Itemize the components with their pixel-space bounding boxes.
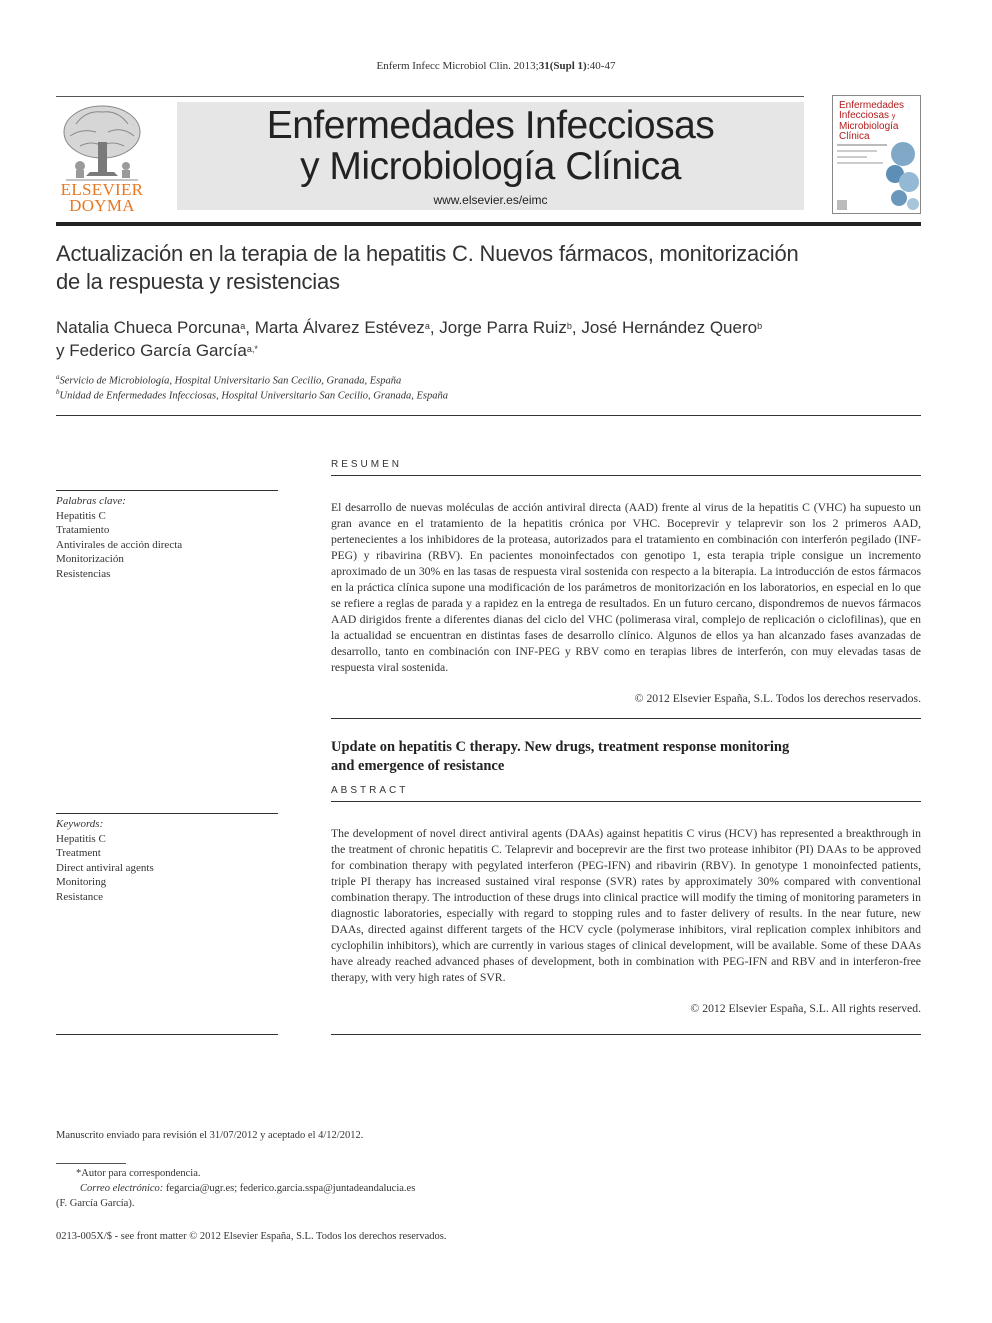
- author-separator: ,: [245, 318, 255, 337]
- header-thick-rule: [56, 222, 921, 226]
- publisher-name: ELSEVIER: [60, 180, 144, 199]
- keyword-item: Monitoring: [56, 876, 107, 888]
- correspondence-name: (F. García García).: [56, 1198, 135, 1209]
- keyword-item: Resistencias: [56, 567, 111, 580]
- keyword-item: Treatment: [56, 847, 101, 859]
- keyword-item: Direct antiviral agents: [56, 861, 154, 874]
- journal-url-link[interactable]: www.elsevier.es/eimc: [433, 193, 548, 207]
- affiliation-a: $^a$Servicio de Microbiología, Hospital Universitario San Cecilio, Granada, España: [56, 373, 402, 387]
- author-name: Jorge Parra Ruiz: [439, 318, 567, 337]
- journal-citation: Enferm Infecc Microbiol Clin. 2013;31(Supl 1):40-47: [376, 60, 616, 72]
- abstract-text: The development of novel direct antiviral agents (DAAs) against hepatitis C virus (HCV) has represented a breakthrough in the treatment of chronic hepatitis C. Telaprevir and boceprevir are the first two protease inhibitor (PI) DAAs to be approved for combination therapy with pegylated interferon (PEG-IFN) and ribavirin (RBV). In genotype 1 monoinfected patients, triple PI therapy has increased sustained viral response (SVR) rates by approximately 30% compared with conventional combination therapy. The introduction of these drugs into clinical practice will modify the timing of monitoring parameters in diagnostic laboratories, especially with regard to stopping rules and to faster delivery of results. In the near future, new DAAs, directed against different targets of the HCV cycle (polymerase inhibitors, viral replication complex inhibitors and cyclophilin inhibitors), which are currently in various stages of clinical development, will be available. Some of these DAAs have already reached advanced phases of development, both in combination with PEG-IFN and RBV and in interferon-free therapy, with very high rates of SVR.: [331, 827, 921, 984]
- abstract-bottom-rule: [331, 1034, 921, 1035]
- author-name: y Federico García García: [56, 341, 247, 360]
- correspondence-email: [80, 1183, 415, 1194]
- banner-top-rule: [56, 96, 804, 97]
- resumen-text: El desarrollo de nuevas moléculas de acción antiviral directa (AAD) frente al virus de la hepatitis C (VHC) ha supuesto un gran avance en el tratamiento de la hepatitis crónica por VHC. Boceprevir y telaprevir son los 2 primeros AAD, pertenecientes a los inhibidores de la proteasa, autorizados para el tratamiento en combinación con interferón pegilado (INF-PEG) y ribavirina (RBV). En pacientes monoinfectados con genotipo 1, esta terapia triple consigue un incremento aproximado de un 30% en las tasas de respuesta viral sostenida con respecto a la biterapia. La introducción de estos fármacos en la práctica clínica supone una modificación de los parámetros de monitorización en los laboratorios, en especial en lo que se refiere a reglas de parada y a rapidez en la entrega de resultados. En un futuro cercano, dispondremos de nuevos fármacos AAD dirigidos frente a diferentes dianas del ciclo del VHC (polimerasa viral, complejo de replicación o ciclofilinas), que en la actualidad se encuentran en distintas fases de desarrollo clínico. Algunos de ellos ya han alcanzado fases avanzadas de desarrollo, tanto en combinación con INF-PEG y RBV como en terapias libres de interferón, con muy elevadas tasas de respuesta viral sostenida.: [331, 501, 921, 674]
- author-name: José Hernández Quero: [581, 318, 758, 337]
- journal-title-line1: Enfermedades Infecciosas: [266, 104, 715, 147]
- article-title-line2: de la respuesta y resistencias: [56, 269, 340, 294]
- english-title-line1: Update on hepatitis C therapy. New drugs, treatment response monitoring: [331, 739, 790, 755]
- resumen-heading: RESUMEN: [331, 459, 403, 470]
- keyword-item: Resistance: [56, 890, 104, 903]
- abstract-top-rule: [331, 801, 921, 802]
- author-name: Natalia Chueca Porcuna: [56, 318, 241, 337]
- author-list: [56, 316, 916, 362]
- author-name: Marta Álvarez Estévez: [254, 318, 425, 337]
- publisher-subname: DOYMA: [69, 196, 135, 215]
- keywords-top-rule: [56, 813, 278, 814]
- palabras-clave-top-rule: [56, 490, 278, 491]
- keyword-item: Antivirales de acción directa: [56, 538, 183, 551]
- author-separator: ,: [429, 318, 440, 337]
- palabras-clave-box: [56, 494, 278, 581]
- english-title: [331, 738, 921, 776]
- abstract-heading: ABSTRACT: [331, 785, 409, 796]
- keywords-box: [56, 817, 278, 904]
- resumen-copyright: © 2012 Elsevier España, S.L. Todos los derechos reservados.: [634, 692, 921, 705]
- manuscript-dates: Manuscrito enviado para revisión el 31/07/2012 y aceptado el 4/12/2012.: [56, 1130, 364, 1141]
- author-separator: ,: [571, 318, 582, 337]
- issn-copyright: 0213-005X/$ - see front matter © 2012 Elsevier España, S.L. Todos los derechos reservados.: [56, 1231, 447, 1242]
- journal-title-line2: y Microbiología Clínica: [300, 145, 681, 188]
- abstract-copyright: © 2012 Elsevier España, S.L. All rights reserved.: [690, 1002, 921, 1015]
- resumen-top-rule: [331, 475, 921, 476]
- author-affil-sup: b: [757, 321, 763, 331]
- author-affil-sup: a: [240, 321, 246, 331]
- keyword-item: Hepatitis C: [56, 509, 106, 522]
- english-title-line2: and emergence of resistance: [331, 758, 505, 774]
- corresponding-author-note: *Autor para correspondencia.: [76, 1168, 201, 1179]
- email-label: Correo electrónico:: [80, 1183, 164, 1194]
- keyword-item: Tratamiento: [56, 524, 110, 536]
- keyword-item: Monitorización: [56, 553, 124, 565]
- author-affil-sup: b: [566, 321, 572, 331]
- elsevier-tree-icon: [56, 102, 148, 184]
- author-affil-sup: a,*: [246, 344, 258, 354]
- cover-artwork-icon: [833, 140, 921, 214]
- footnote-rule: [56, 1163, 126, 1164]
- journal-cover-thumbnail: [832, 95, 921, 214]
- resumen-bottom-rule: [331, 718, 921, 719]
- author-line2: [56, 339, 916, 362]
- affiliation-b: $^b$Unidad de Enfermedades Infecciosas, Hospital Universitario San Cecilio, Granada, España: [56, 388, 448, 402]
- cover-title-y: y: [891, 113, 896, 120]
- keywords-bottom-rule: [56, 1034, 278, 1035]
- palabras-clave-heading: Palabras clave:: [56, 495, 126, 507]
- cover-title-line1: Enfermedades: [839, 100, 905, 111]
- cover-title-line4: Clínica: [839, 131, 870, 142]
- elsevier-logo: [56, 102, 148, 214]
- email-address-link[interactable]: fegarcia@ugr.es; federico.garcia.sspa@juntadeandalucia.es: [163, 1183, 416, 1194]
- author-affil-sup: a: [424, 321, 430, 331]
- article-title-line1: Actualización en la terapia de la hepatitis C. Nuevos fármacos, monitorización: [56, 241, 799, 266]
- cover-title: [839, 101, 919, 142]
- cover-title-line2: Infecciosas y: [839, 110, 896, 121]
- keyword-item: Hepatitis C: [56, 832, 106, 845]
- affiliations-rule: [56, 415, 921, 416]
- cover-title-line3: Microbiología: [839, 121, 899, 132]
- keywords-heading: Keywords:: [56, 818, 104, 830]
- article-title: [56, 240, 916, 296]
- author-line1: [56, 316, 916, 339]
